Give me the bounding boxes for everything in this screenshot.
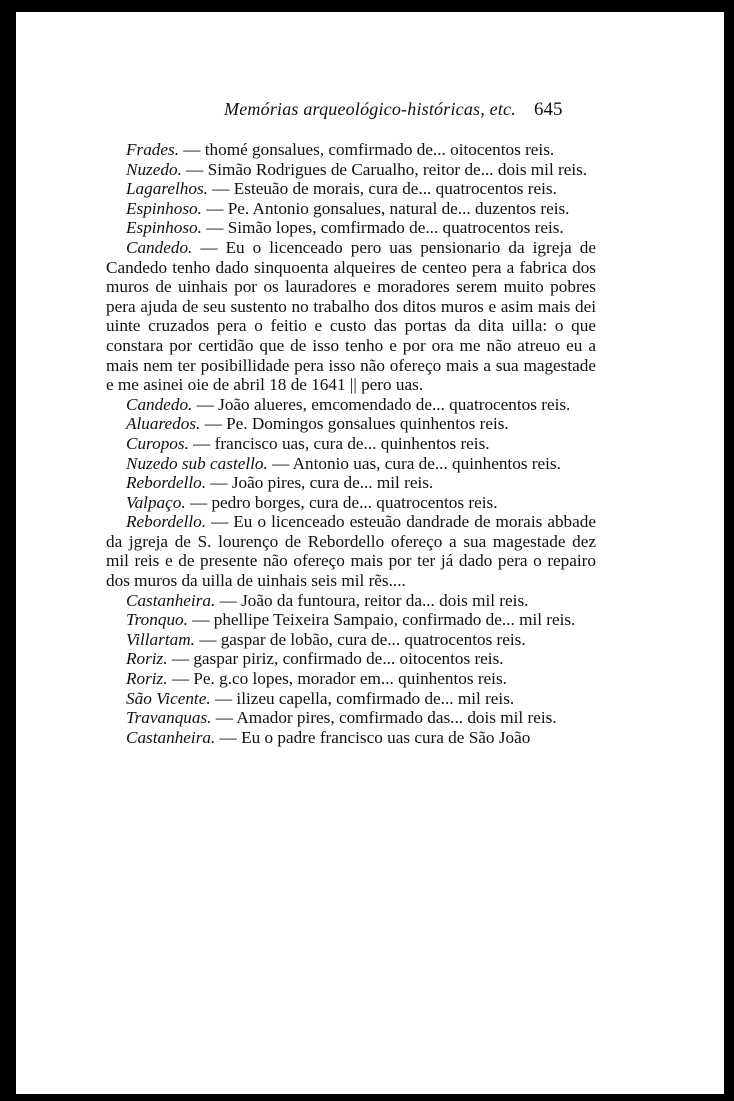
entry (106, 395, 596, 415)
entry-text: — Eu o licenceado esteuão dandrade de morais abbade da jgreja de S. lourenço de Rebordello ofereço a sua magestade dez mil reis e de presente não ofereço mais por ter já dado pera o repairo dos muros da uilla de uinhais seis mil rẽs.... (106, 512, 596, 591)
entry (106, 689, 596, 709)
entry-place: Travanquas. (126, 708, 212, 728)
entry-place: Candedo. (126, 237, 193, 257)
entry-place: Rebordello. (126, 512, 207, 532)
entry (106, 630, 596, 650)
entry-place: Tronquo. (126, 610, 188, 630)
entry-text: — Pe. Antonio gonsalues, natural de... duzentos reis. (201, 198, 570, 218)
entry (106, 454, 596, 474)
entry-text: — thomé gonsalues, comfirmado de... oitocentos reis. (179, 140, 555, 159)
entry-place: Villartam. (126, 629, 195, 649)
entry-text: — João alueres, emcomendado de... quatrocentos reis. (192, 394, 571, 414)
page-header (16, 99, 724, 125)
page-number: 645 (534, 99, 563, 120)
entry-text: — Esteuão de morais, cura de... quatrocentos reis. (207, 179, 557, 199)
entry (106, 708, 596, 728)
entry (106, 238, 596, 395)
entry (106, 179, 596, 199)
entry-place: Lagarelhos. (126, 179, 208, 199)
entry-place: Nuzedo. (126, 159, 182, 179)
entry-text: — phellipe Teixeira Sampaio, confirmado de... mil reis. (187, 610, 576, 630)
entry-place: Castanheira. (126, 590, 216, 610)
entry-place: Nuzedo sub castello. (126, 453, 268, 473)
entry-text: — Pe. Domingos gonsalues quinhentos reis. (200, 414, 509, 434)
entry-place: Roriz. (126, 669, 168, 689)
entry (106, 218, 596, 238)
entry-place: São Vicente. (126, 688, 211, 708)
entry (106, 434, 596, 454)
entry-text: — ilizeu capella, comfirmado de... mil reis. (210, 688, 515, 708)
book-page (16, 12, 724, 1094)
entry-text: — Amador pires, comfirmado das... dois mil reis. (211, 708, 557, 728)
entry-text: — Simão Rodrigues de Carualho, reitor de... dois mil reis. (181, 159, 588, 179)
entry-place: Espinhoso. (126, 218, 202, 238)
entry-text: — João da funtoura, reitor da... dois mil reis. (215, 590, 529, 610)
entry-place: Espinhoso. (126, 198, 202, 218)
entry-place: Valpaço. (126, 492, 186, 512)
entry-place: Rebordello. (126, 473, 207, 493)
entry (106, 414, 596, 434)
running-title: Memórias arqueológico-históricas, etc. (224, 99, 516, 119)
entry-text: — Eu o padre francisco uas cura de São João (215, 727, 531, 747)
entry-place: Roriz. (126, 649, 168, 669)
entry (106, 473, 596, 493)
entry (106, 591, 596, 611)
entry (106, 493, 596, 513)
entry-text: — Eu o licenceado pero uas pensionario da igreja de Candedo tenho dado sinquoenta alqueires de centeo pera a fabrica dos muros de uinhais por os lauradores e moradores serem muito pobres pera ajuda de seu sustento no trabalho dos ditos muros e asim mais dei uinte cruzados pera o feitio e custo das portas da dita uilla: o que constara por certidão que de isso tenho e por ora me não atreuo eu a mais nem ter posibillidade pera isso não ofereço mais a sua magestade e me asinei oie de abril 18 de 1641 || pero uas. (106, 237, 596, 395)
entry (106, 199, 596, 219)
entry (106, 512, 596, 590)
entry-text: — gaspar de lobão, cura de... quatrocentos reis. (194, 629, 526, 649)
entry-place: Aluaredos. (126, 414, 201, 434)
entry-text: — Antonio uas, cura de... quinhentos reis. (267, 453, 561, 473)
body-text (106, 140, 596, 747)
entry-place: Frades. (126, 140, 179, 159)
entry-text: — gaspar piriz, confirmado de... oitocentos reis. (167, 649, 504, 669)
entry-text: — francisco uas, cura de... quinhentos reis. (188, 433, 490, 453)
entry-text: — Simão lopes, comfirmado de... quatrocentos reis. (201, 218, 564, 238)
entry-place: Candedo. (126, 394, 193, 414)
entry (106, 140, 596, 160)
entry-text: — Pe. g.co lopes, morador em... quinhentos reis. (167, 669, 507, 689)
entry (106, 160, 596, 180)
entry (106, 649, 596, 669)
entry-text: — João pires, cura de... mil reis. (206, 473, 434, 493)
entry-place: Castanheira. (126, 727, 216, 747)
entry (106, 728, 596, 748)
entry-place: Curopos. (126, 433, 189, 453)
entry (106, 610, 596, 630)
entry-text: — pedro borges, cura de... quatrocentos reis. (185, 492, 498, 512)
entry (106, 669, 596, 689)
